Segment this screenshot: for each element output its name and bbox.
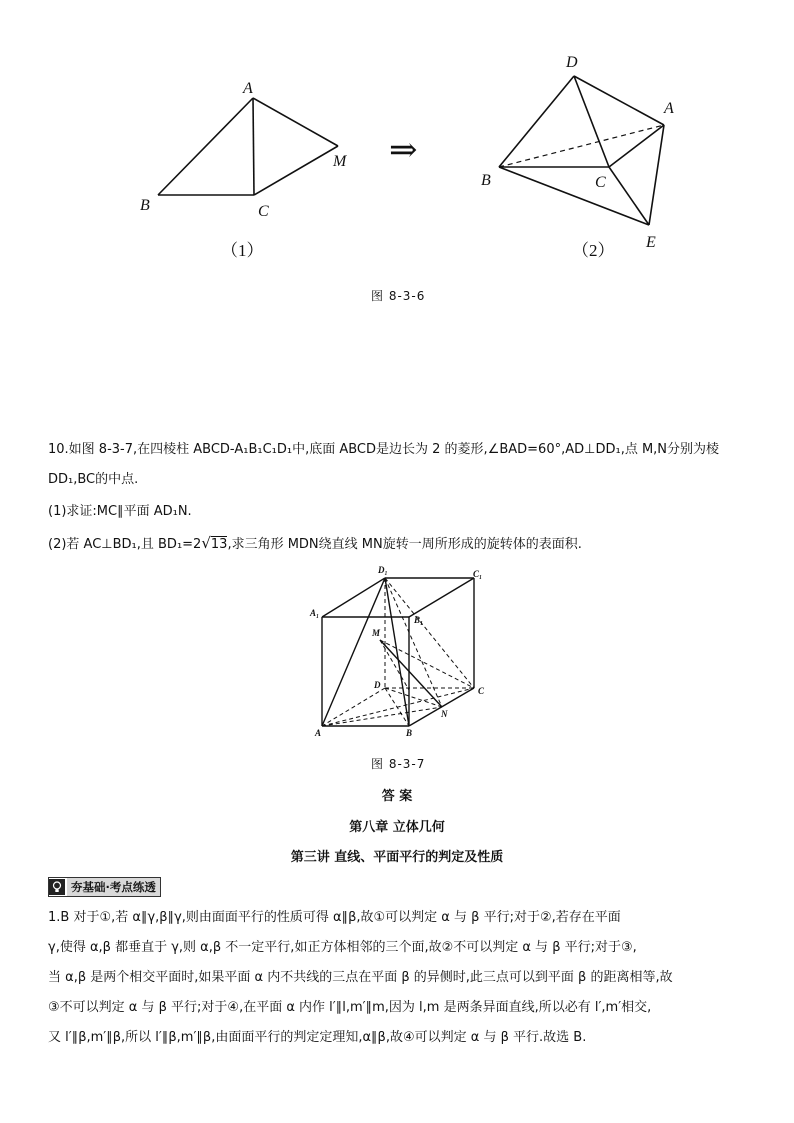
label-D: D xyxy=(374,680,381,690)
label-M-fig1: M xyxy=(333,153,347,170)
lecture-title: 第三讲 直线、平面平行的判定及性质 xyxy=(290,850,504,865)
answer-paragraph xyxy=(48,903,748,1053)
section-badge xyxy=(48,877,161,897)
chapter-title: 第八章 立体几何 xyxy=(349,820,445,835)
badge-label: 夯基础·考点练透 xyxy=(67,878,160,896)
label-D-fig2: D xyxy=(566,54,578,71)
label-C-fig2: C xyxy=(595,174,606,191)
part2-prefix: (2)若 AC⊥BD₁,且 BD₁=2 xyxy=(48,537,202,552)
label-M: M xyxy=(372,628,381,638)
answer-line: 又 l′∥β,m′∥β,所以 l′∥β,m′∥β,由面面平行的判定定理知,α∥β,故④可以判定 α 与 β 平行.故选 B. xyxy=(48,1030,587,1045)
implies-arrow: ⇒ xyxy=(389,132,418,169)
label-E-fig2: E xyxy=(646,234,656,251)
answer-title: 答 案 xyxy=(381,789,413,804)
figure-caption-8-3-7: 图 8-3-7 xyxy=(371,757,426,771)
problem10-line1: 10.如图 8-3-7,在四棱柱 ABCD-A₁B₁C₁D₁中,底面 ABCD是边长为 2 的菱形,∠BAD=60°,AD⊥DD₁,点 M,N分别为棱 xyxy=(48,442,720,457)
answer-line: 1.B 对于①,若 α∥γ,β∥γ,则由面面平行的性质可得 α∥β,故①可以判定 α 与 β 平行;对于②,若存在平面 xyxy=(48,910,621,925)
label-A1: A₁ xyxy=(310,608,320,618)
label-D1: D₁ xyxy=(378,565,388,575)
answer-line: γ,使得 α,β 都垂直于 γ,则 α,β 不一定平行,如正方体相邻的三个面,故②不可以判定 α 与 β 平行;对于③, xyxy=(48,940,637,955)
label-B-fig2: B xyxy=(481,172,491,189)
label-B1: B₁ xyxy=(414,615,424,625)
label-C-fig1: C xyxy=(258,203,269,220)
figure-caption-8-3-6: 图 8-3-6 xyxy=(371,289,426,303)
sqrt-radicand: 13 xyxy=(210,537,228,552)
problem10-part1: (1)求证:MC∥平面 AD₁N. xyxy=(48,504,192,519)
sqrt-sign: √ xyxy=(201,534,211,552)
label-C1: C₁ xyxy=(473,569,483,579)
caption-fig1: （1） xyxy=(221,241,264,260)
label-B-fig1: B xyxy=(140,197,150,214)
problem10-line2: DD₁,BC的中点. xyxy=(48,472,139,487)
label-A: A xyxy=(315,728,322,738)
part2-suffix: ,求三角形 MDN绕直线 MN旋转一周所形成的旋转体的表面积. xyxy=(227,537,582,552)
caption-fig2: （2） xyxy=(572,241,615,260)
label-A-fig1: A xyxy=(243,80,253,97)
lightbulb-icon xyxy=(49,879,65,895)
label-C: C xyxy=(478,686,485,696)
label-A-fig2: A xyxy=(664,100,674,117)
label-N: N xyxy=(441,709,448,719)
label-B: B xyxy=(406,728,413,738)
answer-line: ③不可以判定 α 与 β 平行;对于④,在平面 α 内作 l′∥l,m′∥m,因为 l,m 是两条异面直线,所以必有 l′,m′相交, xyxy=(48,1000,652,1015)
answer-line: 当 α,β 是两个相交平面时,如果平面 α 内不共线的三点在平面 β 的异侧时,此三点可以到平面 β 的距离相等,故 xyxy=(48,970,673,985)
